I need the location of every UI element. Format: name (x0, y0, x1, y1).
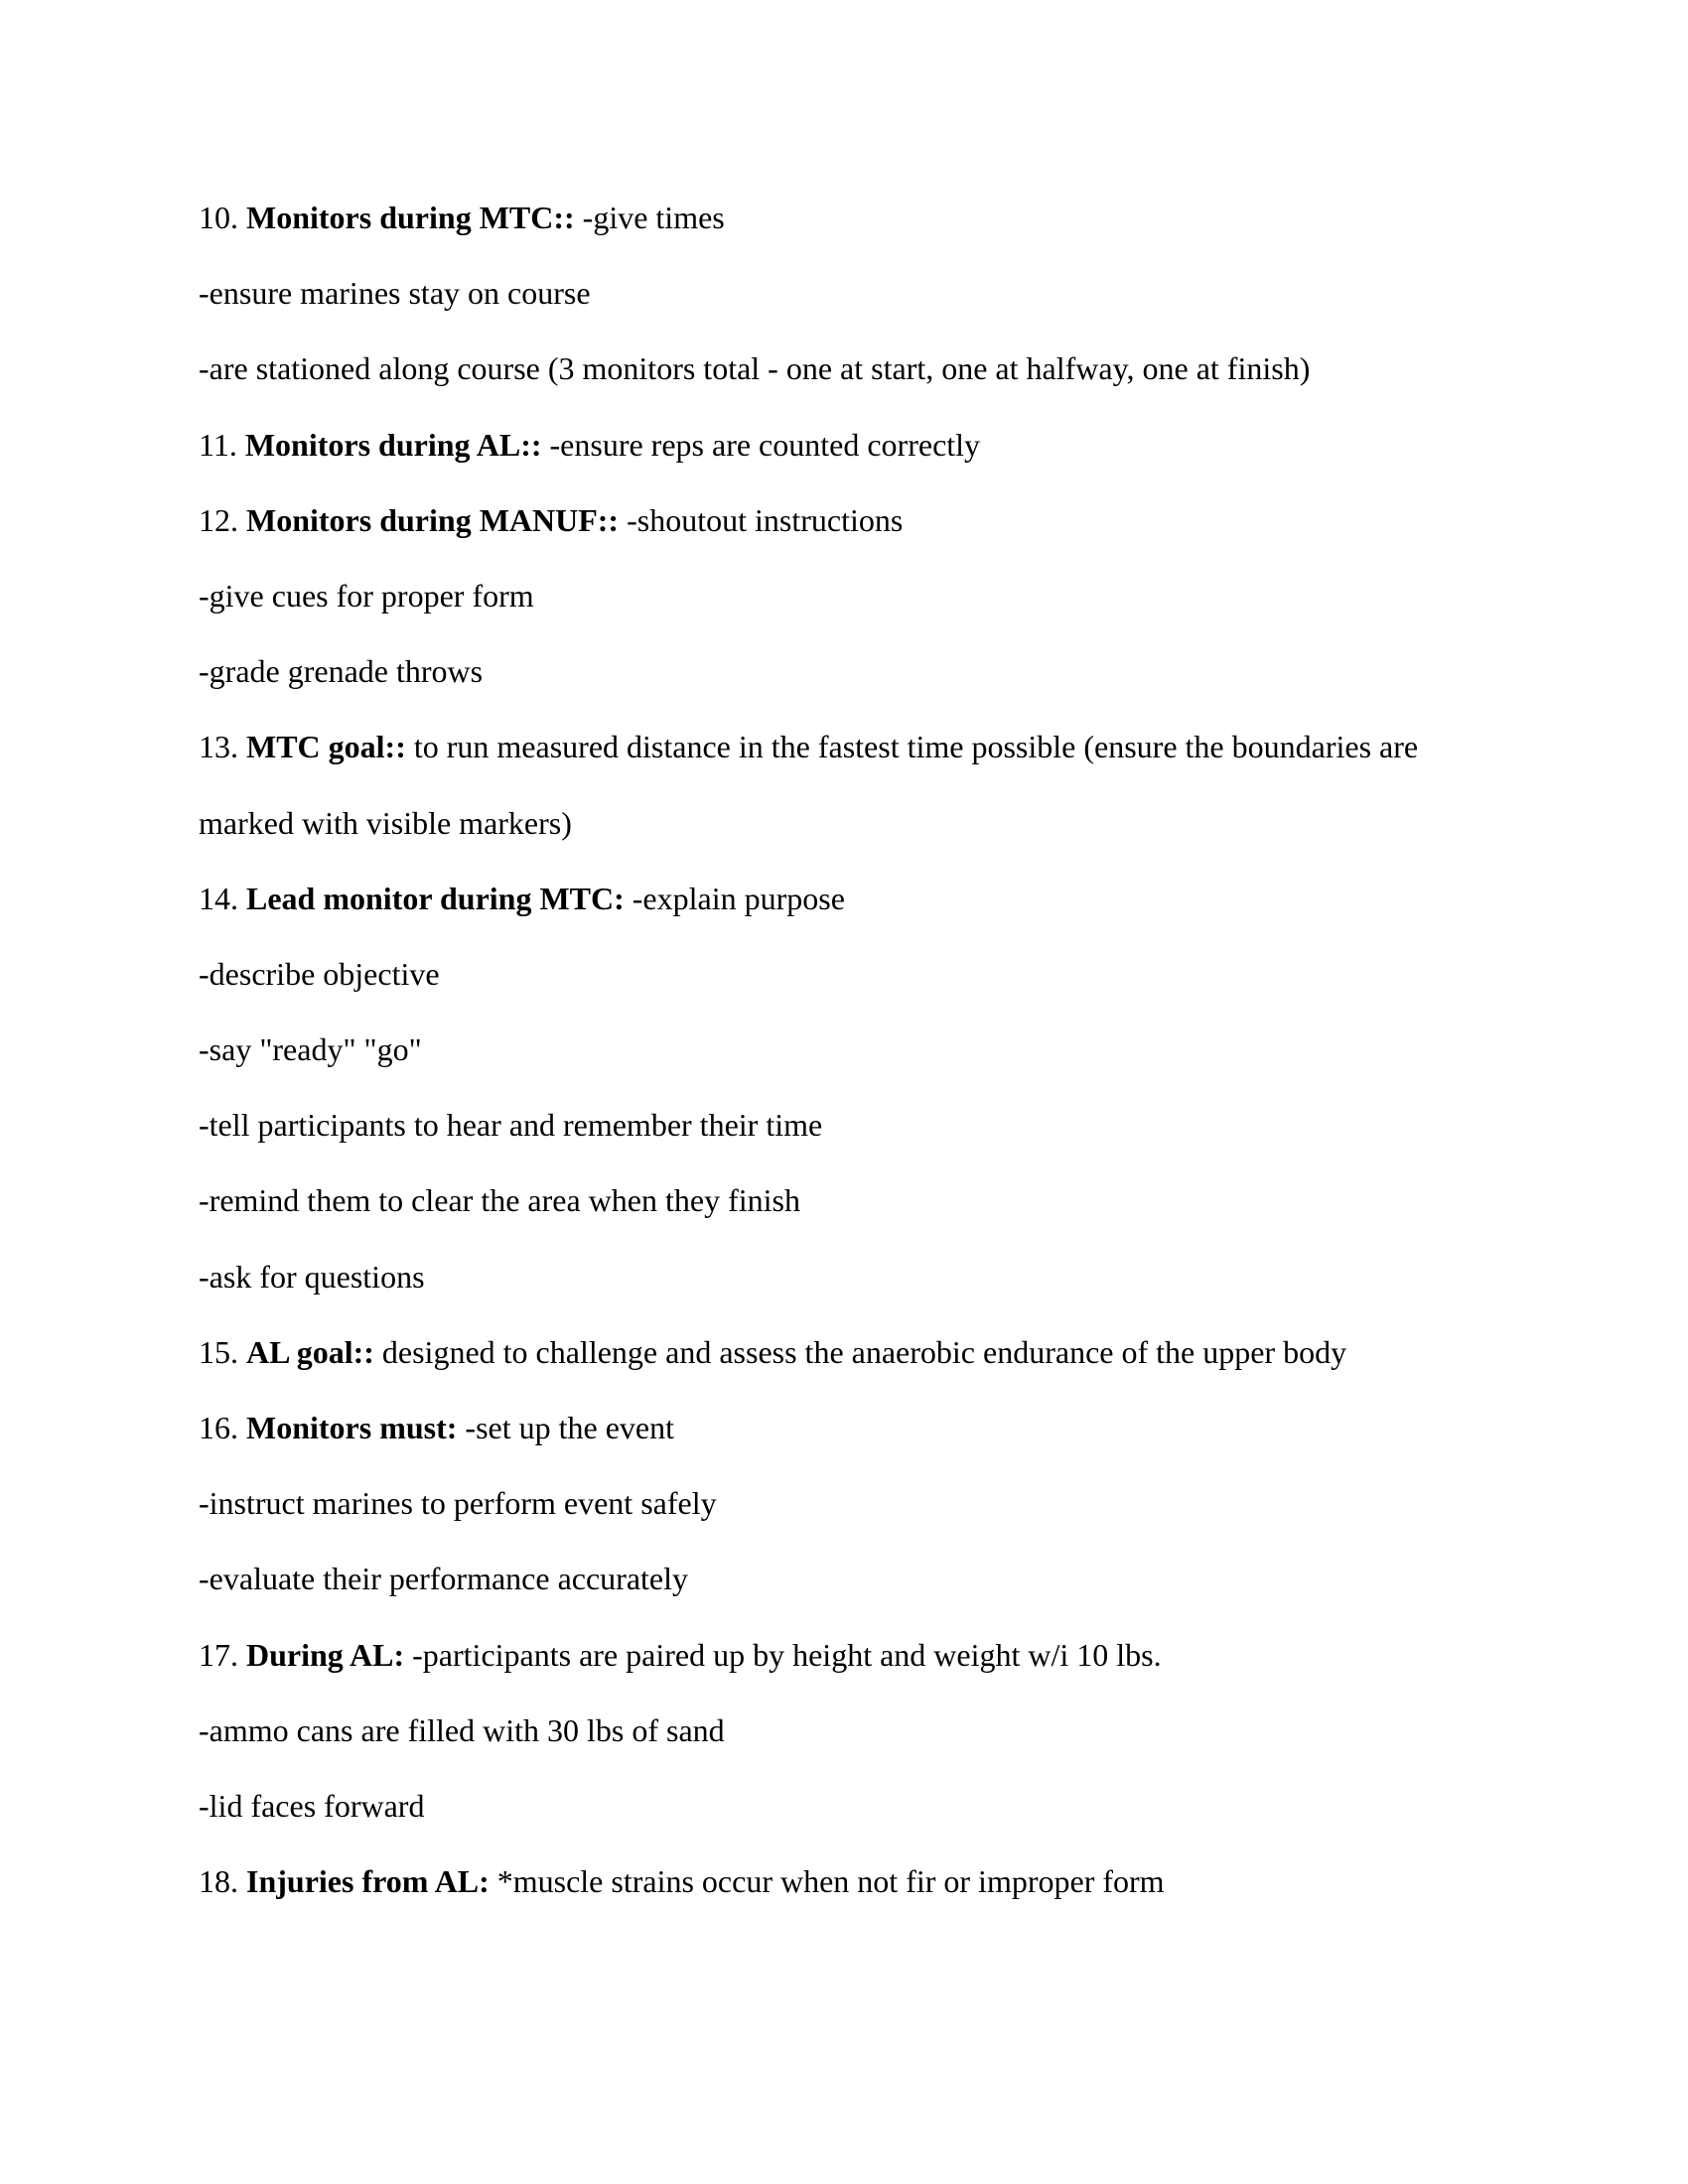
note-item-15 (199, 1325, 1489, 1401)
item-text: -ensure reps are counted correctly (541, 426, 981, 463)
item-number: 16. (199, 1410, 238, 1445)
note-line: marked with visible markers) (199, 804, 572, 841)
item-text: *muscle strains occur when not fir or improper form (489, 1863, 1165, 1900)
item-number: 13. (199, 729, 238, 765)
item-number: 15. (199, 1333, 238, 1370)
item-term: Monitors during AL:: (244, 426, 542, 463)
item-term: Monitors must: (246, 1410, 458, 1445)
item-text: -shoutout instructions (619, 501, 904, 538)
item-term: AL goal:: (246, 1333, 374, 1370)
item-term: Monitors during MTC:: (246, 200, 575, 235)
item-text: -participants are paired up by height and weight w/i 10 lbs. (404, 1636, 1162, 1673)
note-item-16 (199, 1401, 1489, 1476)
note-item-12 (199, 493, 1489, 569)
item-text: -give times (574, 200, 725, 235)
note-line: -ask for questions (199, 1258, 425, 1295)
note-line: -evaluate their performance accurately (199, 1561, 689, 1597)
note-line: -ammo cans are filled with 30 lbs of sand (199, 1711, 725, 1748)
note-line: -ensure marines stay on course (199, 275, 591, 312)
item-number: 10. (199, 200, 238, 235)
item-number: 17. (199, 1636, 238, 1673)
item-number: 18. (199, 1863, 238, 1900)
note-line: -are stationed along course (3 monitors total - one at start, one at halfway, one at finish) (199, 350, 1311, 387)
note-line: -lid faces forward (199, 1787, 425, 1824)
note-item-11 (199, 418, 1489, 493)
item-text: -explain purpose (624, 880, 845, 916)
item-term: Lead monitor during MTC: (246, 880, 625, 916)
item-number: 12. (199, 501, 238, 538)
item-number: 14. (199, 880, 238, 916)
note-line: -describe objective (199, 955, 440, 992)
item-term: During AL: (246, 1636, 405, 1673)
note-item-18 (199, 1854, 1489, 1930)
note-line: -instruct marines to perform event safely (199, 1485, 717, 1522)
note-item-13 (199, 720, 1489, 795)
item-term: Injuries from AL: (246, 1863, 490, 1900)
item-term: MTC goal:: (246, 729, 406, 765)
note-line: -grade grenade throws (199, 653, 484, 690)
item-text: designed to challenge and assess the anaerobic endurance of the upper body (373, 1333, 1347, 1370)
note-line: -say "ready" "go" (199, 1031, 422, 1068)
note-item-10 (199, 191, 1489, 266)
note-item-14 (199, 872, 1489, 947)
item-number: 11. (199, 426, 237, 463)
item-term: Monitors during MANUF:: (246, 501, 620, 538)
note-line: -tell participants to hear and remember their time (199, 1107, 823, 1144)
note-line: -remind them to clear the area when they finish (199, 1182, 800, 1219)
item-text: -set up the event (457, 1410, 675, 1445)
note-line: -give cues for proper form (199, 577, 534, 614)
item-text: to run measured distance in the fastest time possible (ensure the boundaries are (405, 729, 1419, 765)
study-notes (199, 191, 1489, 1930)
note-item-17 (199, 1628, 1489, 1704)
